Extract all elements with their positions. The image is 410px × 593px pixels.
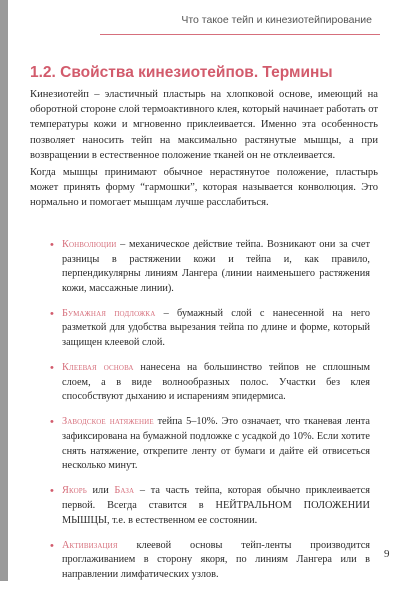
term-label: Активизация [62, 539, 118, 551]
header-rule [100, 34, 380, 35]
term-definition: – бумажный слой с нанесенной на него разметкой для удобства вырезания тейпа по длине и форме, который защищен клеевой слой. [62, 307, 370, 349]
bullet-icon: • [50, 485, 54, 498]
bullet-icon: • [50, 539, 54, 552]
list-item [52, 307, 370, 351]
list-item [52, 484, 370, 528]
terms-list [52, 238, 370, 593]
section-title: 1.2. Свойства кинезиотейпов. Термины [30, 64, 333, 81]
paragraph-convolution: Когда мышцы принимают обычное нерастянутое положение, пластырь может принять форму “гармошки”, которая называется конволюция. Это нормально и помогает мышцам лучше расслабиться. [30, 167, 378, 209]
list-item [52, 361, 370, 405]
paragraph-definition: Кинезиотейп – эластичный пластырь на хлопковой основе, имеющий на оборотной стороне слой термоактивного клея, который начинает работать от температуры кожи и мгновенно приклеивается. Именно эта особенность позволяет наносить тейп на максимально растянутые мышцы, а при возвращении в естественное положение тканей он не отклеивается. [30, 89, 378, 161]
page-edge-bar [0, 0, 8, 581]
term-label: Клеевая основа [62, 362, 134, 374]
list-item [52, 539, 370, 583]
term-definition: – механическое действие тейпа. Возникают они за счет разницы в растяжении кожи и тейпа и, как правило, перпендикулярны линиям Лангера (линии наименьшего растяжения кожи, массажные линии). [62, 239, 370, 294]
term-label: Заводское натяжение [62, 416, 154, 428]
term-label: Конволюции [62, 239, 117, 250]
term-label: Якорь [62, 485, 87, 497]
term-definition: тейпа 5–10%. Это означает, что тканевая лента зафиксирована на бумажной подложке с усадкой до 10%. Если хотите снять натяжение, открепите ленту от бумаги и дайте ей отвисеться несколько минут. [62, 416, 370, 472]
term-definition: – та часть тейпа, которая обычно приклеивается первой. Всегда ставится в НЕЙТРАЛЬНОМ ПОЛОЖЕНИИ МЫШЦЫ, т.е. в естественном ее состоянии. [62, 485, 370, 526]
term-definition: нанесена на большинство тейпов не сплошным слоем, а в виде волнообразных полос. Участки без клея способствуют дыханию и испарениям эпидермиса. [62, 362, 370, 403]
term-definition: клеевой основы тейп-ленты производится проглаживанием в сторону якоря, по линиям Лангера или в направлении лимфатических узлов. [62, 539, 370, 580]
running-header: Что такое тейп и кинезиотейпирование [181, 14, 372, 26]
list-item [52, 415, 370, 473]
term-label: Бумажная подложка [62, 307, 156, 319]
page-number: 9 [384, 548, 390, 560]
bullet-icon: • [50, 416, 54, 429]
bullet-icon: • [50, 307, 54, 320]
bullet-icon: • [50, 239, 54, 251]
bullet-icon: • [50, 362, 54, 375]
term-label-secondary: База [114, 485, 135, 497]
list-item [52, 238, 370, 296]
term-joiner: или [86, 485, 115, 497]
